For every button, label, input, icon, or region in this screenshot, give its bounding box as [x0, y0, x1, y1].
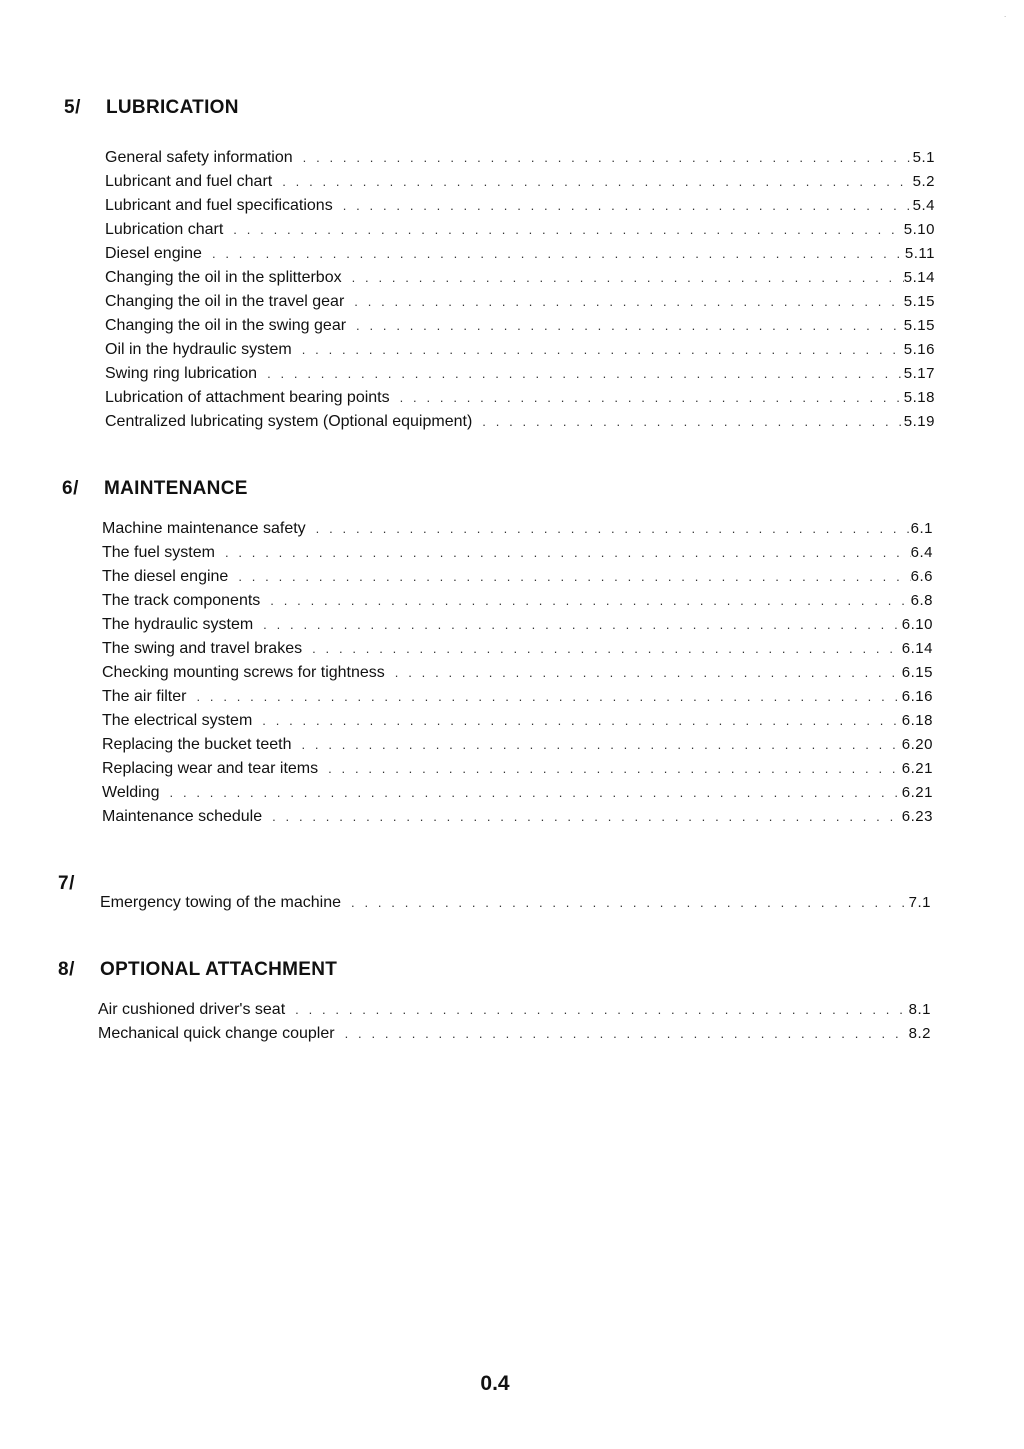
section-number: 7/: [58, 873, 75, 894]
section-title: LUBRICATION: [106, 97, 239, 118]
dot-leader: [212, 246, 905, 261]
entry-title: Centralized lubricating system (Optional equipment): [105, 413, 473, 430]
entry-title: Swing ring lubrication: [105, 365, 258, 382]
toc-entry[interactable]: [105, 389, 935, 413]
dot-leader: [262, 713, 902, 728]
entry-title: The air filter: [102, 688, 187, 705]
entry-page: 6.21: [901, 784, 933, 801]
entry-title: The fuel system: [102, 544, 215, 561]
entry-page: 7.1: [908, 894, 931, 911]
entry-page: 5.17: [903, 365, 935, 382]
dot-leader: [196, 689, 901, 704]
dot-leader: [395, 665, 902, 680]
toc-entry[interactable]: [105, 317, 935, 341]
entry-list: [102, 520, 933, 832]
toc-entry[interactable]: [105, 245, 935, 269]
entry-page: 5.15: [903, 317, 935, 334]
entry-title: Lubrication of attachment bearing points: [105, 389, 390, 406]
toc-entry[interactable]: [102, 616, 933, 640]
dot-leader: [351, 895, 909, 910]
toc-entry[interactable]: [102, 808, 933, 832]
dot-leader: [356, 318, 904, 333]
entry-page: 6.20: [901, 736, 933, 753]
toc-entry[interactable]: [102, 568, 933, 592]
section-maintenance: [0, 478, 1024, 825]
toc-entry[interactable]: [105, 293, 935, 317]
page-number: 0.4: [480, 1372, 510, 1395]
dot-leader: [267, 366, 904, 381]
entry-page: 5.10: [903, 221, 935, 238]
entry-page: 6.15: [901, 664, 933, 681]
entry-title: Lubricant and fuel specifications: [105, 197, 333, 214]
entry-page: 6.8: [910, 592, 933, 609]
toc-entry[interactable]: [102, 712, 933, 736]
entry-page: 8.1: [908, 1001, 931, 1018]
toc-entry[interactable]: [98, 1001, 931, 1025]
section-optional-attachment: [0, 959, 1024, 1042]
entry-page: 5.14: [903, 269, 935, 286]
toc-entry[interactable]: [102, 544, 933, 568]
toc-entry[interactable]: [102, 520, 933, 544]
entry-title: Lubricant and fuel chart: [105, 173, 273, 190]
toc-entry[interactable]: [105, 149, 935, 173]
section-number: 8/: [58, 959, 75, 980]
entry-title: Welding: [102, 784, 160, 801]
entry-page: 5.16: [903, 341, 935, 358]
entry-page: 6.14: [901, 640, 933, 657]
toc-entry[interactable]: [100, 894, 931, 918]
section-heading: [0, 478, 1024, 504]
toc-entry[interactable]: [105, 173, 935, 197]
dot-leader: [301, 737, 901, 752]
dot-leader: [302, 342, 904, 357]
entry-page: 6.21: [901, 760, 933, 777]
entry-title: The diesel engine: [102, 568, 229, 585]
toc-entry[interactable]: [105, 341, 935, 365]
dot-leader: [263, 617, 902, 632]
dot-leader: [270, 593, 910, 608]
entry-title: Mechanical quick change coupler: [98, 1025, 335, 1042]
entry-page: 5.11: [904, 245, 935, 262]
entry-page: 6.18: [901, 712, 933, 729]
dot-leader: [316, 521, 911, 536]
entry-title: The electrical system: [102, 712, 253, 729]
entry-title: Emergency towing of the machine: [100, 894, 342, 911]
section-lubrication: [0, 97, 1024, 430]
section-title: OPTIONAL ATTACHMENT: [100, 959, 338, 980]
toc-entry[interactable]: [102, 784, 933, 808]
entry-page: 6.10: [901, 616, 933, 633]
entry-title: The track components: [102, 592, 261, 609]
entry-page: 6.4: [910, 544, 933, 561]
dot-leader: [170, 785, 902, 800]
entry-page: 5.1: [912, 149, 935, 166]
entry-title: Changing the oil in the swing gear: [105, 317, 347, 334]
entry-title: Oil in the hydraulic system: [105, 341, 292, 358]
entry-title: Air cushioned driver's seat: [98, 1001, 286, 1018]
toc-entry[interactable]: [102, 736, 933, 760]
entry-page: 8.2: [908, 1025, 931, 1042]
section-number: 6/: [62, 478, 79, 499]
entry-page: 5.18: [903, 389, 935, 406]
dot-leader: [225, 545, 911, 560]
entry-page: 5.19: [903, 413, 935, 430]
toc-entry[interactable]: [102, 688, 933, 712]
entry-title: General safety information: [105, 149, 293, 166]
toc-entry[interactable]: [105, 221, 935, 245]
toc-entry[interactable]: [102, 640, 933, 664]
entry-list: [105, 149, 935, 437]
entry-title: Lubrication chart: [105, 221, 224, 238]
entry-page: 6.1: [910, 520, 933, 537]
dot-leader: [354, 294, 904, 309]
section-number: 5/: [64, 97, 81, 118]
entry-title: Checking mounting screws for tightness: [102, 664, 385, 681]
dot-leader: [352, 270, 904, 285]
dot-leader: [233, 222, 904, 237]
entry-title: Replacing the bucket teeth: [102, 736, 292, 753]
entry-title: Machine maintenance safety: [102, 520, 306, 537]
toc-entry[interactable]: [102, 760, 933, 784]
dot-leader: [345, 1026, 909, 1041]
toc-entry[interactable]: [102, 664, 933, 688]
dot-leader: [328, 761, 902, 776]
toc-entry[interactable]: [98, 1025, 931, 1049]
toc-entry[interactable]: [105, 365, 935, 389]
dot-leader: [312, 641, 902, 656]
dot-leader: [303, 150, 913, 165]
dot-leader: [238, 569, 910, 584]
entry-title: Changing the oil in the splitterbox: [105, 269, 342, 286]
section-title: MAINTENANCE: [104, 478, 248, 499]
entry-page: 6.16: [901, 688, 933, 705]
entry-title: Diesel engine: [105, 245, 202, 262]
corner-mark: .: [1004, 10, 1007, 19]
entry-page: 6.23: [901, 808, 933, 825]
entry-title: Changing the oil in the travel gear: [105, 293, 345, 310]
dot-leader: [272, 809, 902, 824]
entry-title: Maintenance schedule: [102, 808, 263, 825]
entry-title: The hydraulic system: [102, 616, 254, 633]
dot-leader: [400, 390, 904, 405]
toc-entry[interactable]: [105, 197, 935, 221]
dot-leader: [482, 414, 904, 429]
entry-title: The swing and travel brakes: [102, 640, 303, 657]
dot-leader: [343, 198, 913, 213]
dot-leader: [282, 174, 912, 189]
toc-entry[interactable]: [105, 413, 935, 437]
entry-page: 5.4: [912, 197, 935, 214]
entry-title: Replacing wear and tear items: [102, 760, 319, 777]
entry-list: [100, 894, 931, 918]
section-heading: [0, 959, 1024, 985]
toc-entry[interactable]: [105, 269, 935, 293]
section-7: [0, 873, 1024, 911]
entry-page: 5.2: [912, 173, 935, 190]
entry-list: [98, 1001, 931, 1049]
toc-entry[interactable]: [102, 592, 933, 616]
section-heading: [0, 97, 1024, 123]
entry-page: 6.6: [910, 568, 933, 585]
dot-leader: [295, 1002, 909, 1017]
entry-page: 5.15: [903, 293, 935, 310]
